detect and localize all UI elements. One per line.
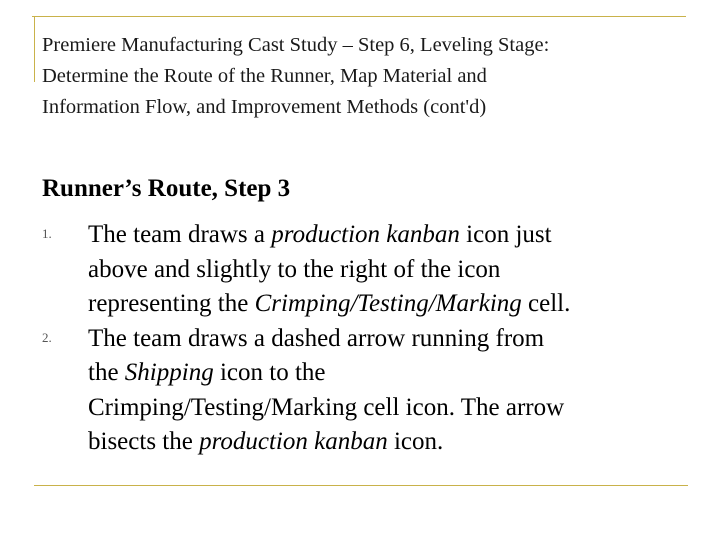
text-run: icon to the (213, 359, 326, 386)
list-item-line (88, 287, 692, 322)
list-item-line (88, 425, 692, 460)
text-run: icon. (387, 428, 444, 455)
slide-title (42, 30, 692, 123)
text-run: the (88, 359, 125, 386)
text-run: The team draws a dashed arrow running from (88, 324, 545, 352)
top-accent-rule (32, 16, 686, 17)
text-run: bisects the (88, 428, 200, 455)
list-item-line (88, 391, 692, 426)
list-item-line (88, 356, 692, 391)
list-item-number: 2. (42, 329, 52, 345)
list-item-line (88, 218, 692, 253)
italic-run: Crimping/Testing/Marking (254, 290, 522, 317)
left-accent-rule (34, 16, 35, 82)
list-item (42, 218, 692, 322)
text-run: icon just (459, 221, 552, 248)
title-line: Information Flow, and Improvement Methods (cont'd) (42, 96, 487, 118)
text-run: Crimping/Testing/Marking cell icon. The arrow (88, 393, 565, 421)
list-item-line (88, 322, 692, 357)
list-item (42, 322, 692, 460)
italic-run: production kanban (271, 221, 460, 248)
text-run: representing the (88, 290, 255, 317)
bottom-accent-rule (34, 485, 688, 486)
list-item-number: 1. (42, 226, 52, 241)
title-line: Determine the Route of the Runner, Map Material and (42, 65, 487, 87)
title-line: Premiere Manufacturing Cast Study – Step 6, Leveling Stage: (42, 34, 550, 56)
text-run: above and slightly to the right of the icon (88, 255, 501, 283)
numbered-list (42, 218, 692, 460)
italic-run: production kanban (199, 428, 388, 455)
section-heading: Runner’s Route, Step 3 (42, 175, 291, 202)
text-run: The team draws a (88, 221, 272, 248)
italic-run: Shipping (124, 359, 214, 386)
list-item-line (88, 253, 692, 288)
text-run: cell. (521, 290, 571, 317)
